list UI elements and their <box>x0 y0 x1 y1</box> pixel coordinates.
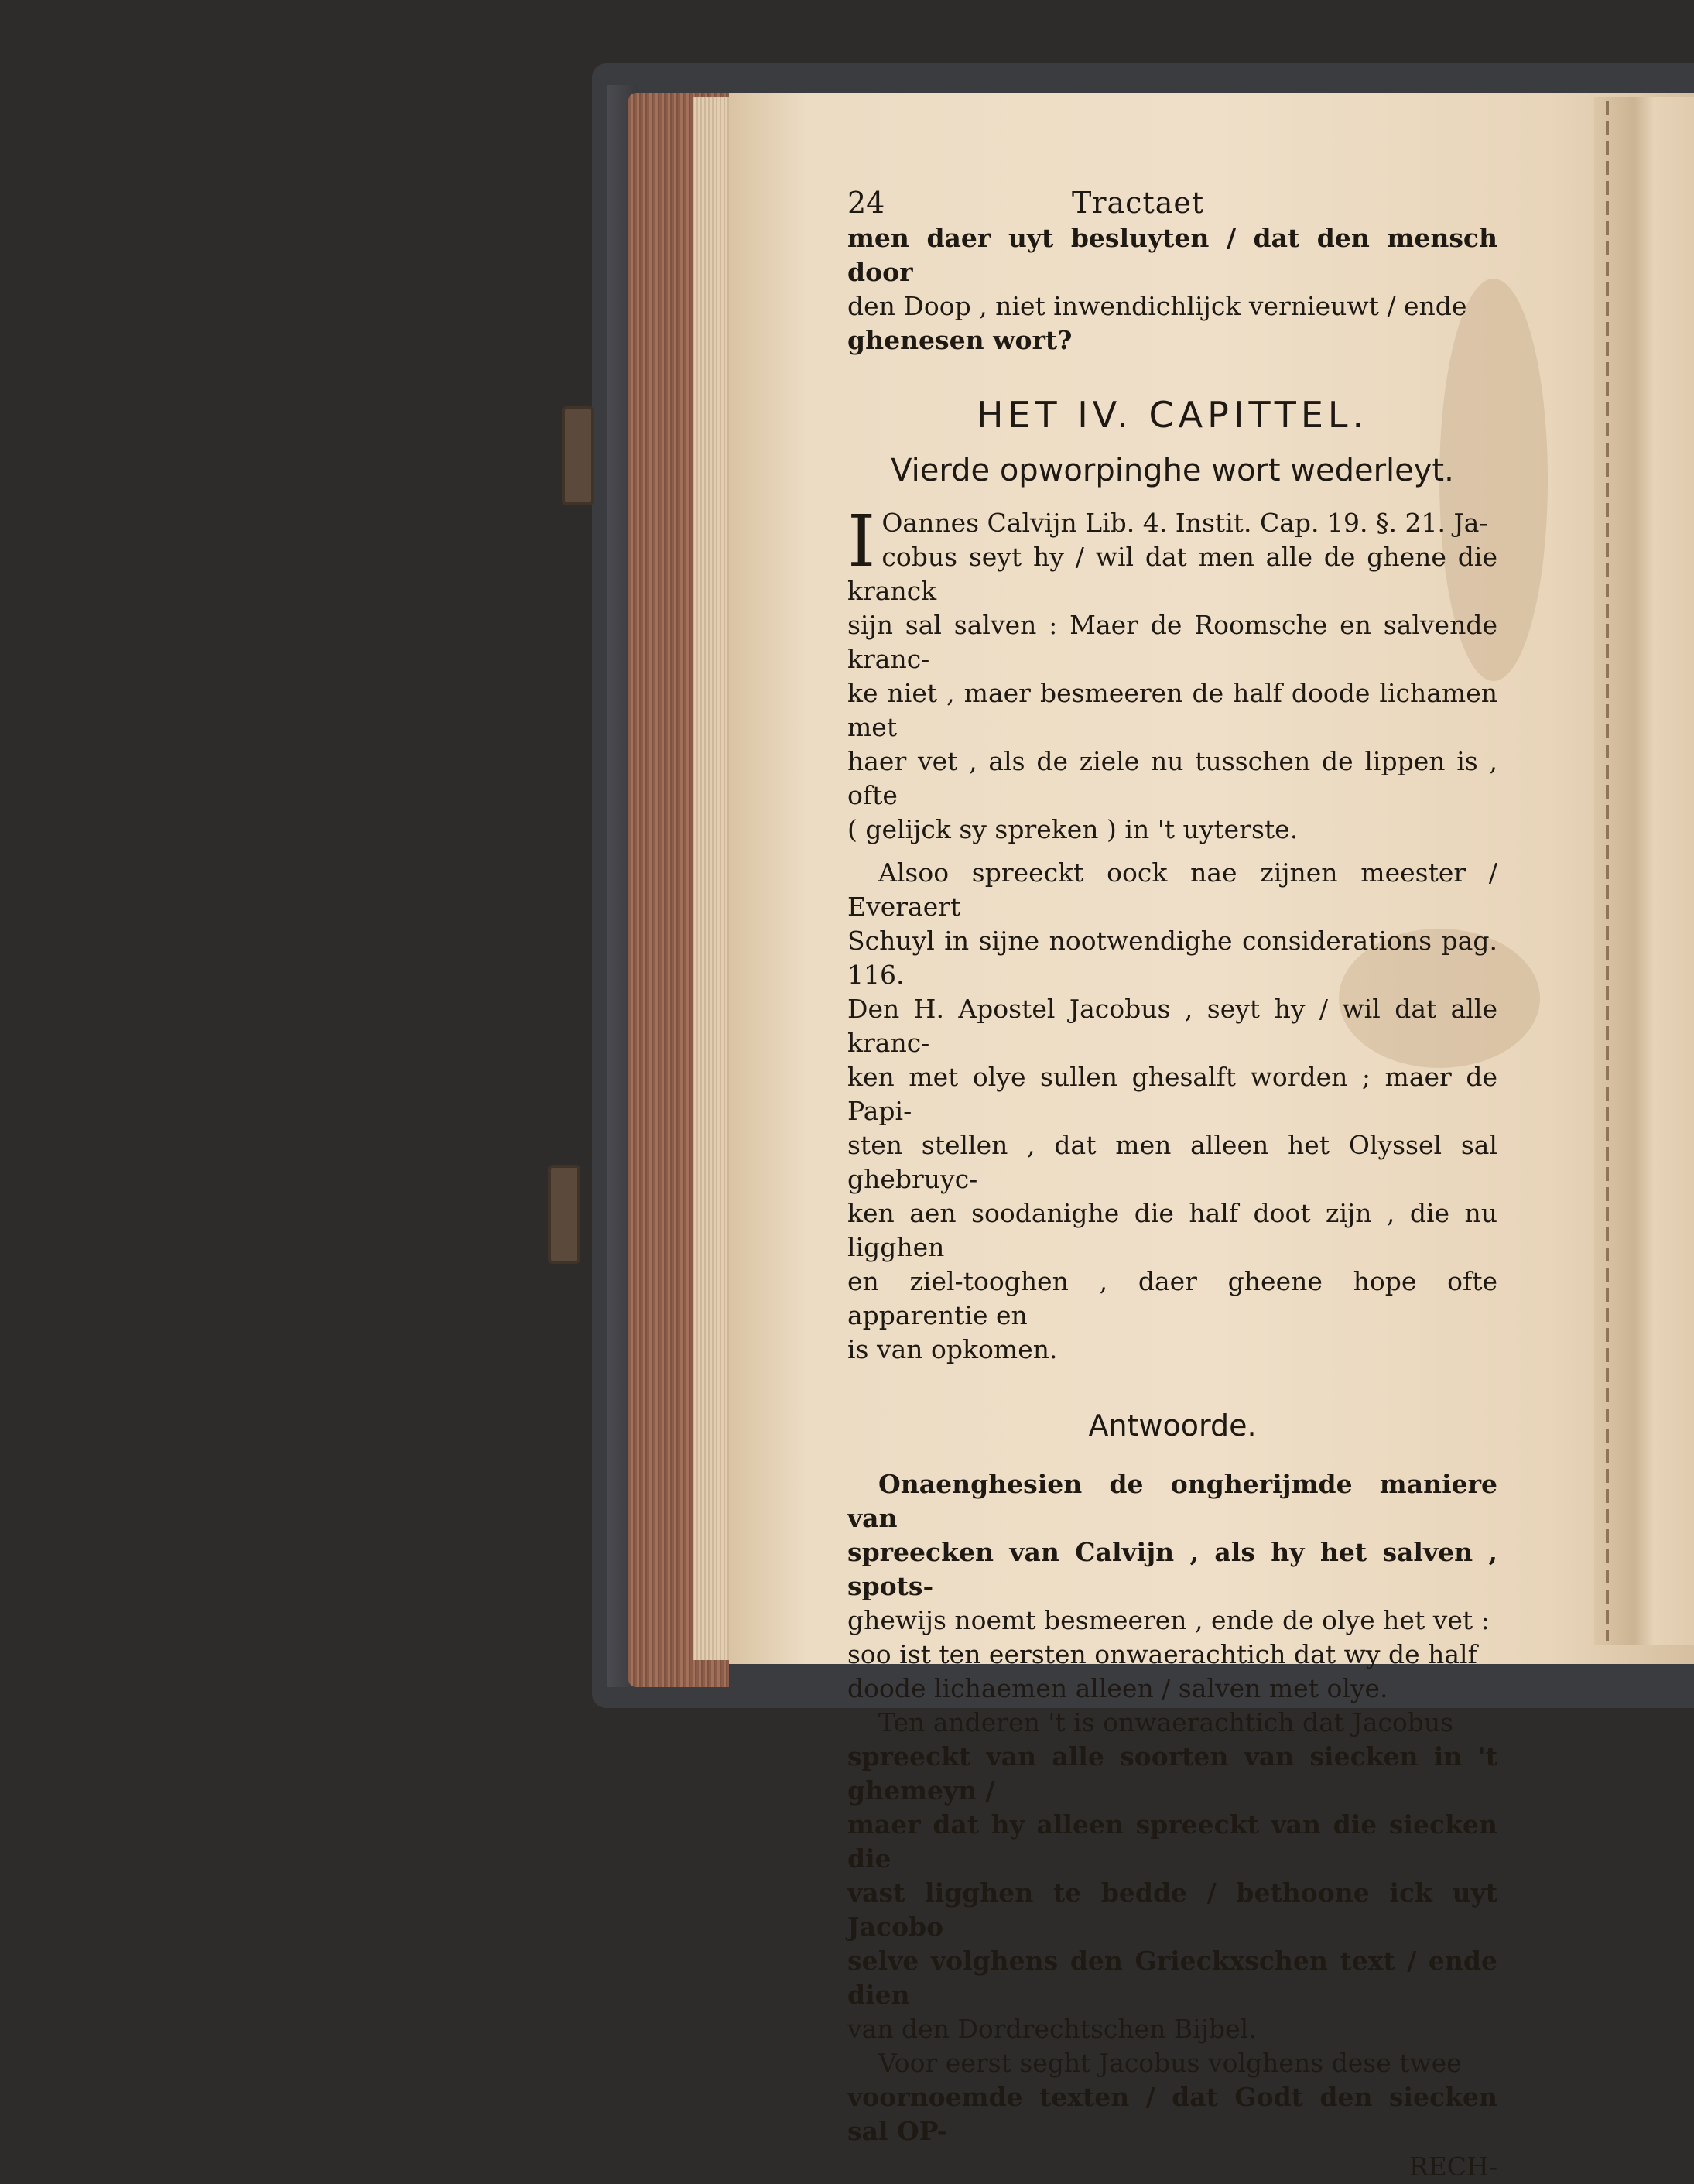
text-line: Onaenghesien de ongherijmde maniere van <box>847 1469 1497 1533</box>
text-line: ghenesen wort? <box>847 325 1073 355</box>
chapter-subtitle: Vierde opworpinghe wort wederleyt. <box>891 453 1454 488</box>
page-gutter <box>1594 97 1694 1645</box>
running-header <box>847 186 1497 220</box>
drop-cap: I <box>847 500 876 583</box>
page-number: 24 <box>847 186 885 220</box>
text-line: Alsoo spreeckt oock nae zijnen meester / Everaert <box>847 858 1497 922</box>
lower-clasp <box>548 1165 580 1264</box>
catchword: RECH- <box>1408 2151 1497 2182</box>
text-line: ( gelijck sy spreken ) in 't uyterste. <box>847 814 1299 844</box>
text-line: ke niet , maer besmeeren de half doode lichamen met <box>847 678 1497 742</box>
text-line: Den H. Apostel Jacobus , seyt hy / wil dat alle kranc- <box>847 994 1497 1058</box>
text-line: haer vet , als de ziele nu tusschen de lippen is , ofte <box>847 746 1497 810</box>
text-line: selve volghens den Grieckxschen text / ende dien <box>847 1946 1497 2010</box>
text-line: ghewijs noemt besmeeren , ende de olye het vet : <box>847 1605 1490 1635</box>
text-line: Schuyl in sijne nootwendighe considerations pag. 116. <box>847 926 1497 990</box>
paragraph <box>847 1467 1497 1706</box>
page-text <box>847 186 1497 2184</box>
text-line: Ten anderen 't is onwaerachtich dat Jacobus <box>878 1707 1454 1737</box>
chapter-title: HET IV. CAPITTEL. <box>976 394 1369 436</box>
paragraph <box>847 2046 1497 2148</box>
text-line: Voor eerst seght Jacobus volghens dese twee <box>878 2048 1462 2078</box>
text-line: sten stellen , dat men alleen het Olyssel sal ghebruyc- <box>847 1130 1497 1194</box>
text-line: cobus seyt hy / wil dat men alle de ghene die kranck <box>847 542 1497 606</box>
upper-clasp <box>562 406 594 505</box>
running-title: Tractaet <box>1072 186 1205 220</box>
text-line: is van opkomen. <box>847 1334 1058 1364</box>
text-line: men daer uyt besluyten / dat den mensch door <box>847 223 1497 287</box>
text-line: Oannes Calvijn Lib. 4. Instit. Cap. 19. §. 21. Ja- <box>881 508 1488 538</box>
text-line: vast ligghen te bedde / bethoone ick uyt Jacobo <box>847 1878 1497 1942</box>
text-line: maer dat hy alleen spreeckt van die siecken die <box>847 1809 1497 1874</box>
text-line: ken aen soodanighe die half doot zijn , die nu ligghen <box>847 1198 1497 1262</box>
text-line: en ziel-tooghen , daer gheene hope ofte apparentie en <box>847 1266 1497 1330</box>
text-line: spreeckt van alle soorten van siecken in 't ghemeyn / <box>847 1741 1497 1806</box>
text-line: doode lichaemen alleen / salven met olye. <box>847 1673 1388 1703</box>
paragraph <box>847 500 1497 847</box>
text-line: van den Dordrechtschen Bijbel. <box>847 2014 1257 2044</box>
text-line: den Doop , niet inwendichlijck vernieuwt / ende <box>847 291 1467 321</box>
text-line: sijn sal salven : Maer de Roomsche en salvende kranc- <box>847 610 1497 674</box>
paragraph <box>847 856 1497 1367</box>
text-line: ken met olye sullen ghesalft worden ; maer de Papi- <box>847 1062 1497 1126</box>
answer-heading: Antwoorde. <box>1088 1409 1257 1443</box>
paragraph <box>847 1706 1497 2046</box>
text-line: spreecken van Calvijn , als hy het salven , spots- <box>847 1537 1497 1601</box>
text-line: soo ist ten eersten onwaerachtich dat wy de half <box>847 1639 1477 1669</box>
text-line: voornoemde texten / dat Godt den siecken sal OP- <box>847 2082 1497 2146</box>
binding-stitching <box>1606 101 1609 1641</box>
